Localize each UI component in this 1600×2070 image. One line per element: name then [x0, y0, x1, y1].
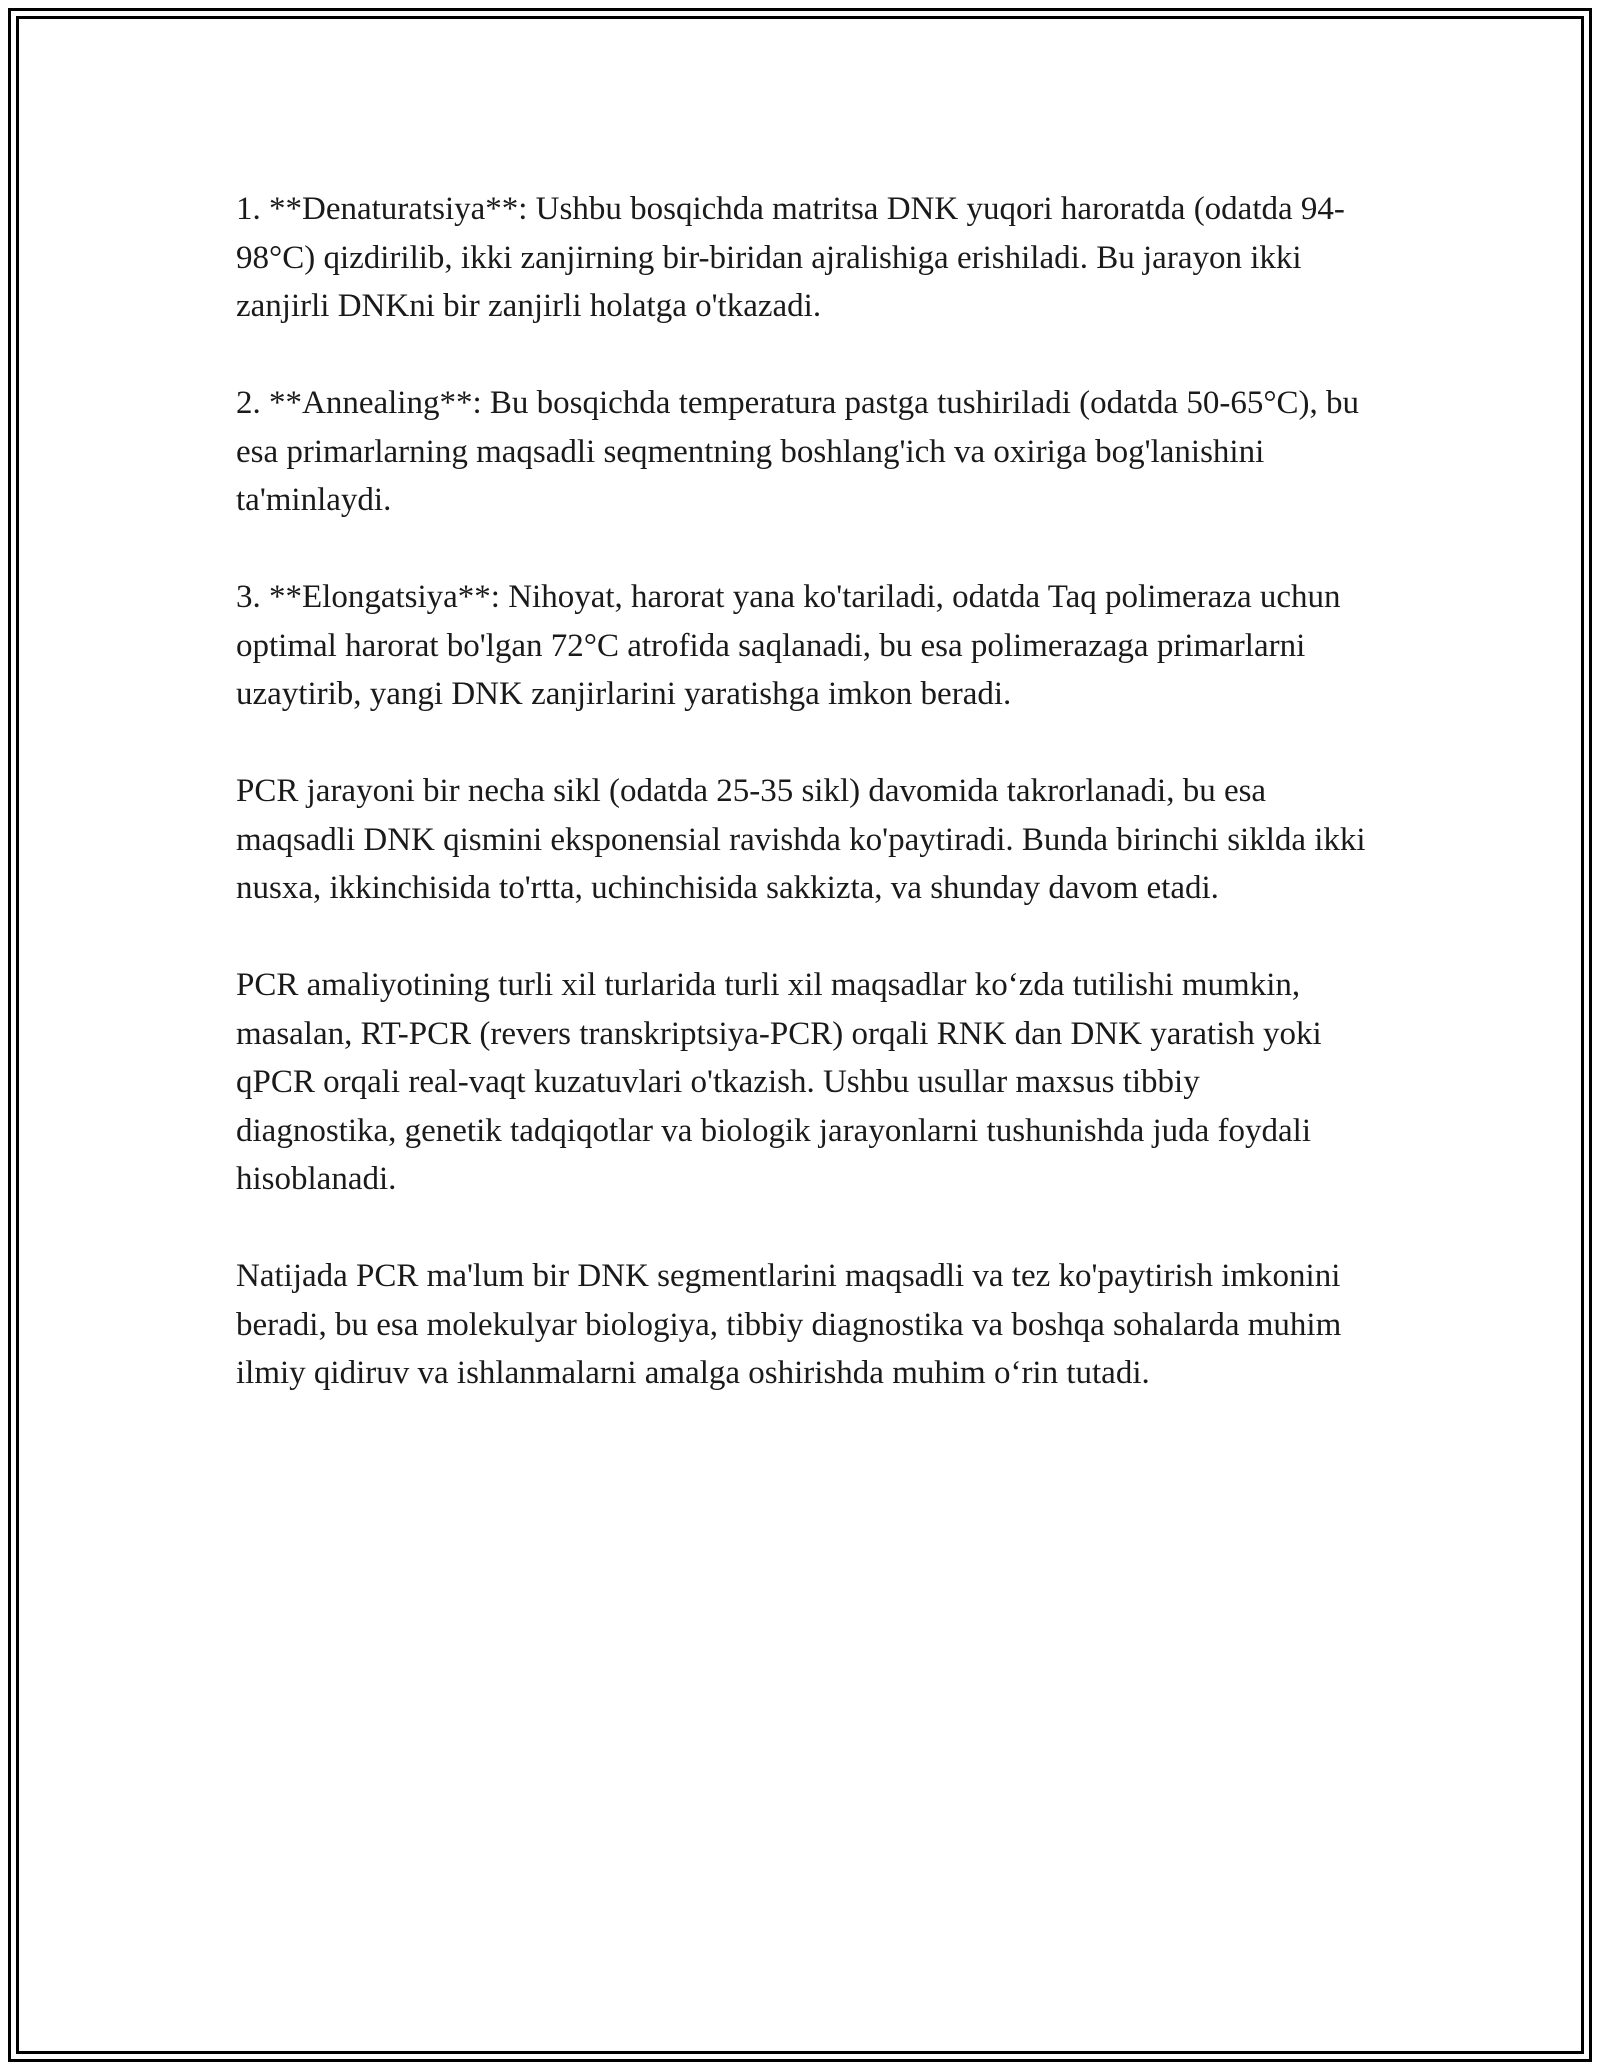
paragraph-pcr-variants: PCR amaliyotining turli xil turlarida turli xil maqsadlar ko‘zda tutilishi mumkin, masalan, RT-PCR (revers transkriptsiya-PCR) orqali RNK dan DNK yaratish yoki qPCR orqali real-vaqt kuzatuvlari o'tkazish. Ushbu usullar maxsus tibbiy diagnostika, genetik tadqiqotlar va biologik jarayonlarni tushunishda juda foydali hisoblanadi. [236, 967, 1322, 1197]
paragraph-elongation: 3. **Elongatsiya**: Nihoyat, harorat yana ko'tariladi, odatda Taq polimeraza uchun optimal harorat bo'lgan 72°C atrofida saqlanadi, bu esa polimerazaga primarlarni uzaytirib, yangi DNK zanjirlarini yaratishga imkon beradi. [236, 579, 1341, 712]
paragraph-conclusion: Natijada PCR ma'lum bir DNK segmentlarini maqsadli va tez ko'paytirish imkonini beradi, bu esa molekulyar biologiya, tibbiy diagnostika va boshqa sohalarda muhim ilmiy qidiruv va ishlanmalarni amalga oshirishda muhim o‘rin tutadi. [236, 1258, 1342, 1391]
paragraph-pcr-cycles: PCR jarayoni bir necha sikl (odatda 25-35 sikl) davomida takrorlanadi, bu esa maqsadli DNK qismini eksponensial ravishda ko'paytiradi. Bunda birinchi siklda ikki nusxa, ikkinchisida to'rtta, uchinchisida sakkizta, va shunday davom etadi. [236, 773, 1366, 906]
paragraph-annealing: 2. **Annealing**: Bu bosqichda temperatura pastga tushiriladi (odatda 50-65°C), bu esa primarlarning maqsadli seqmentning boshlang'ich va oxiriga bog'lanishini ta'minlaydi. [236, 385, 1360, 518]
document-body [236, 185, 1366, 1446]
paragraph-denaturation: 1. **Denaturatsiya**: Ushbu bosqichda matritsa DNK yuqori haroratda (odatda 94-98°C) qizdirilib, ikki zanjirning bir-biridan ajralishiga erishiladi. Bu jarayon ikki zanjirli DNKni bir zanjirli holatga o'tkazadi. [236, 191, 1345, 324]
